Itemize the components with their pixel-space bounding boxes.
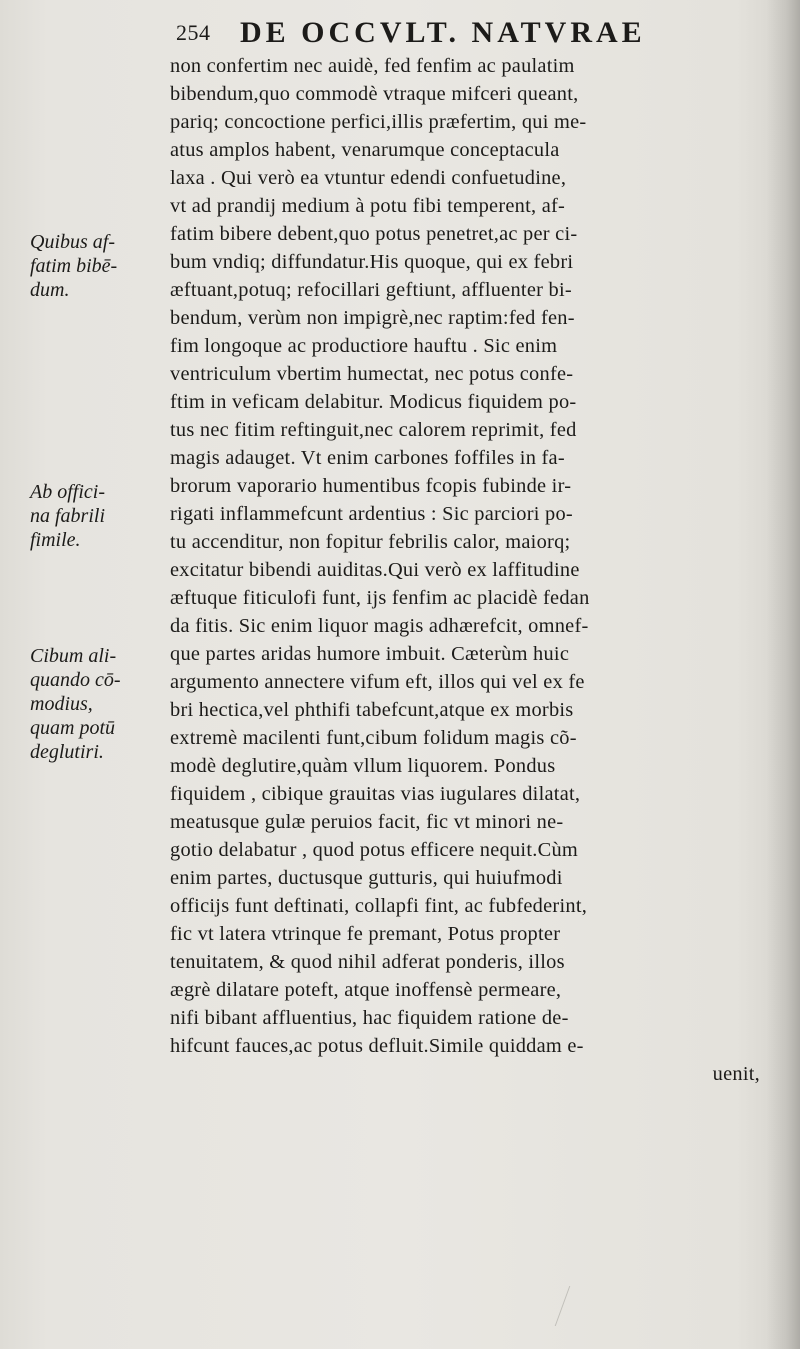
margin-note-line: fimile. — [30, 529, 81, 551]
paper-fold-mark — [555, 1286, 601, 1326]
text-line: excitatur bibendi auiditas.Qui verò ex laffitudine — [170, 559, 580, 581]
catchword: uenit, — [712, 1063, 760, 1085]
text-line: brorum vaporario humentibus fcopis fubinde ir- — [170, 475, 572, 497]
text-line: bendum, verùm non impigrè,nec raptim:fed fen- — [170, 307, 575, 329]
text-line: meatusque gulæ peruios facit, fic vt minori ne- — [170, 811, 564, 833]
text-line: ægrè dilatare poteft, atque inoffensè permeare, — [170, 979, 562, 1001]
text-line: bri hectica,vel phthifi tabefcunt,atque ex morbis — [170, 699, 574, 721]
margin-note-swallowing — [30, 644, 160, 764]
page-number: 254 — [176, 20, 211, 45]
text-line: modè deglutire,quàm vllum liquorem. Pondus — [170, 755, 556, 777]
text-line: æftuque fiticulofi funt, ijs fenfim ac placidè fedan — [170, 587, 590, 609]
text-line: que partes aridas humore imbuit. Cæterùm huic — [170, 643, 570, 665]
margin-note-line: quando cō- — [30, 669, 121, 691]
running-title: DE OCCVLT. NATVRAE — [240, 16, 646, 49]
text-line: non confertim nec auidè, fed fenfim ac paulatim — [170, 55, 575, 77]
margin-note-line: modius, — [30, 693, 93, 715]
margin-note-line: quam potū — [30, 717, 115, 739]
text-line: enim partes, ductusque gutturis, qui huiufmodi — [170, 867, 563, 889]
text-line: fiquidem , cibique grauitas vias iugulares dilatat, — [170, 783, 581, 805]
text-line: argumento annectere vifum eft, illos qui vel ex fe — [170, 671, 585, 693]
body-text — [170, 52, 776, 1088]
text-line: fic vt latera vtrinque fe premant, Potus propter — [170, 923, 561, 945]
text-line: fim longoque ac productiore hauftu . Sic enim — [170, 335, 558, 357]
text-line: gotio delabatur , quod potus efficere nequit.Cùm — [170, 839, 579, 861]
text-line: magis adauget. Vt enim carbones foffiles in fa- — [170, 447, 565, 469]
margin-note-line: fatim bibē- — [30, 255, 118, 277]
margin-note-line: Quibus af- — [30, 231, 115, 253]
text-line: tu accenditur, non fopitur febrilis calor, maiorq; — [170, 531, 571, 553]
text-line: vt ad prandij medium à potu fibi temperent, af- — [170, 195, 566, 217]
text-line: fatim bibere debent,quo potus penetret,ac per ci- — [170, 223, 578, 245]
text-line: extremè macilenti funt,cibum folidum magis cõ- — [170, 727, 577, 749]
text-line: officijs funt deftinati, collapfi fint, ac fubfederint, — [170, 895, 588, 917]
text-line: bum vndiq; diffundatur.His quoque, qui ex febri — [170, 251, 574, 273]
text-line: ventriculum vbertim humectat, nec potus confe- — [170, 363, 574, 385]
margin-note-line: na fabrili — [30, 505, 106, 527]
page-header — [176, 14, 696, 54]
margin-note-line: dum. — [30, 279, 70, 301]
text-line: hifcunt fauces,ac potus defluit.Simile quiddam e- — [170, 1035, 584, 1057]
margin-note-workshop — [30, 480, 160, 552]
text-line: rigati inflammefcunt ardentius : Sic parciori po- — [170, 503, 573, 525]
margin-note-line: Ab offici- — [30, 481, 105, 503]
text-line: nifi bibant affluentius, hac fiquidem ratione de- — [170, 1007, 569, 1029]
text-line: æftuant,potuq; refocillari geftiunt, affluenter bi- — [170, 279, 572, 301]
text-line: atus amplos habent, venarumque conceptacula — [170, 139, 560, 161]
margin-note-drinking — [30, 230, 160, 302]
text-line: tus nec fitim reftinguit,nec calorem reprimit, fed — [170, 419, 577, 441]
text-line: pariq; concoctione perfici,illis præfertim, qui me- — [170, 111, 587, 133]
margin-note-line: deglutiri. — [30, 741, 104, 763]
text-line: tenuitatem, & quod nihil adferat ponderis, illos — [170, 951, 565, 973]
text-line: laxa . Qui verò ea vtuntur edendi confuetudine, — [170, 167, 567, 189]
text-line: da fitis. Sic enim liquor magis adhærefcit, omnef- — [170, 615, 589, 637]
margin-note-line: Cibum ali- — [30, 645, 117, 667]
text-line: ftim in veficam delabitur. Modicus fiquidem po- — [170, 391, 577, 413]
text-line: bibendum,quo commodè vtraque mifceri queant, — [170, 83, 579, 105]
